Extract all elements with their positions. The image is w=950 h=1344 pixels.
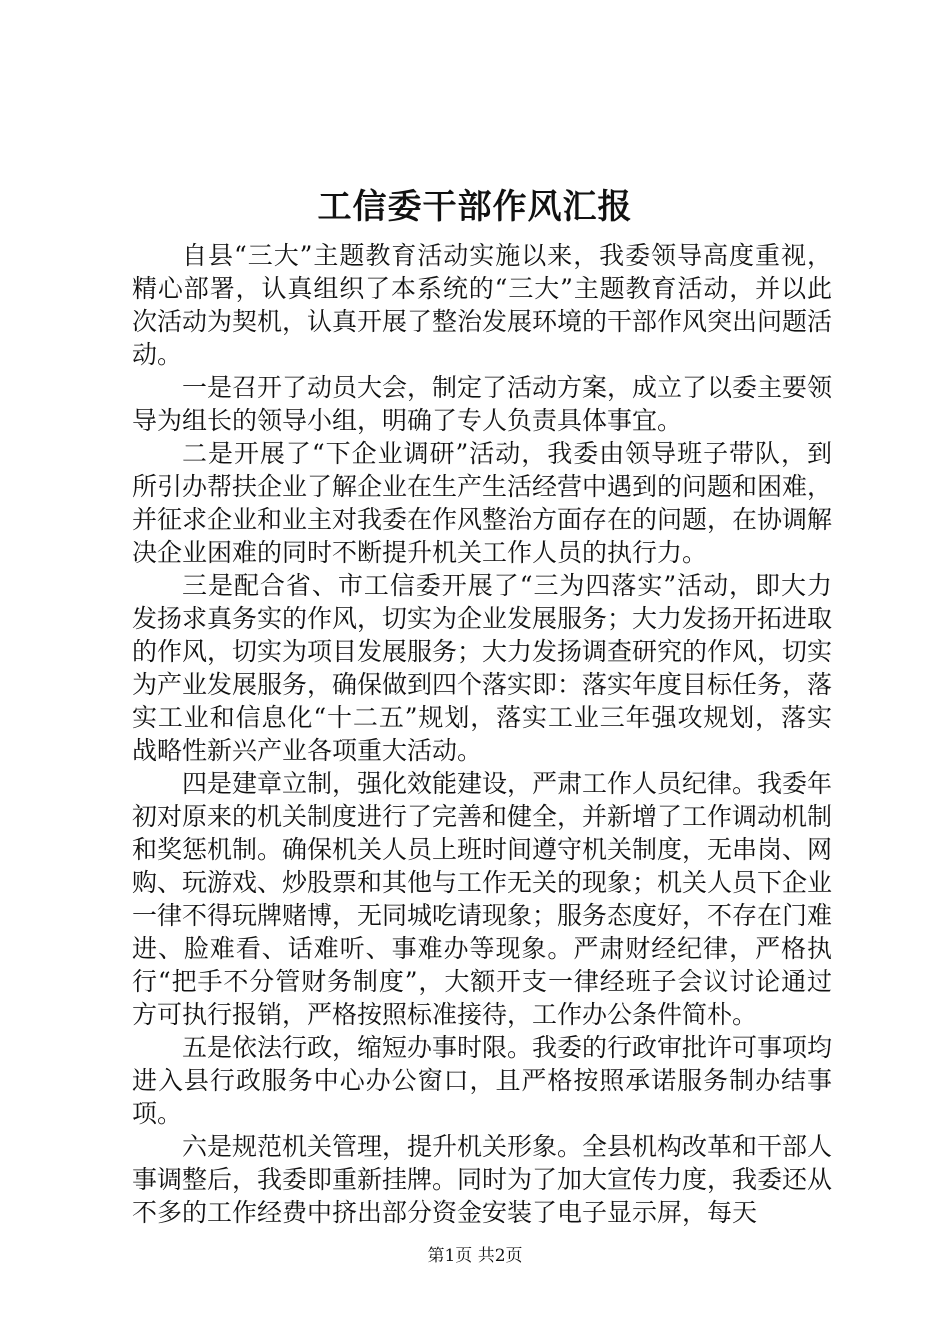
paragraph-item-6: 六是规范机关管理，提升机关形象。全县机构改革和干部人事调整后，我委即重新挂牌。同时为了加大宣传力度，我委还从不多的工作经费中挤出部分资金安装了电子显示屏，每天 (132, 1132, 833, 1227)
paragraph-item-5: 五是依法行政，缩短办事时限。我委的行政审批许可事项均进入县行政服务中心办公窗口，且严格按照承诺服务制办结事项。 (132, 1033, 833, 1128)
paragraph-item-3: 三是配合省、市工信委开展了“三为四落实”活动，即大力发扬求真务实的作风，切实为企业发展服务；大力发扬开拓进取的作风，切实为项目发展服务；大力发扬调查研究的作风，切实为产业发展服务，确保做到四个落实即：落实年度目标任务，落实工业和信息化“十二五”规划，落实工业三年强攻规划，落实战略性新兴产业各项重大活动。 (132, 571, 833, 765)
page-footer: 第1页 共2页 (427, 1246, 523, 1266)
document-body (132, 239, 832, 1229)
paragraph-item-2: 二是开展了“下企业调研”活动，我委由领导班子带队，到所引办帮扶企业了解企业在生产生活经营中遇到的问题和困难，并征求企业和业主对我委在作风整治方面存在的问题，在协调解决企业困难的同时不断提升机关工作人员的执行力。 (132, 439, 833, 567)
paragraph-intro: 自县“三大”主题教育活动实施以来，我委领导高度重视，精心部署，认真组织了本系统的“三大”主题教育活动，并以此次活动为契机，认真开展了整治发展环境的干部作风突出问题活动。 (132, 241, 833, 369)
paragraph-item-4: 四是建章立制，强化效能建设，严肃工作人员纪律。我委年初对原来的机关制度进行了完善和健全，并新增了工作调动机制和奖惩机制。确保机关人员上班时间遵守机关制度，无串岗、网购、玩游戏、炒股票和其他与工作无关的现象；机关人员下企业一律不得玩牌赌博，无同城吃请现象；服务态度好，不存在门难进、脸难看、话难听、事难办等现象。严肃财经纪律，严格执行“把手不分管财务制度”，大额开支一律经班子会议讨论通过方可执行报销，严格按照标准接待，工作办公条件简朴。 (132, 769, 833, 1029)
document-title: 工信委干部作风汇报 (317, 187, 633, 227)
paragraph-item-1: 一是召开了动员大会，制定了活动方案，成立了以委主要领导为组长的领导小组，明确了专人负责具体事宜。 (132, 373, 833, 435)
